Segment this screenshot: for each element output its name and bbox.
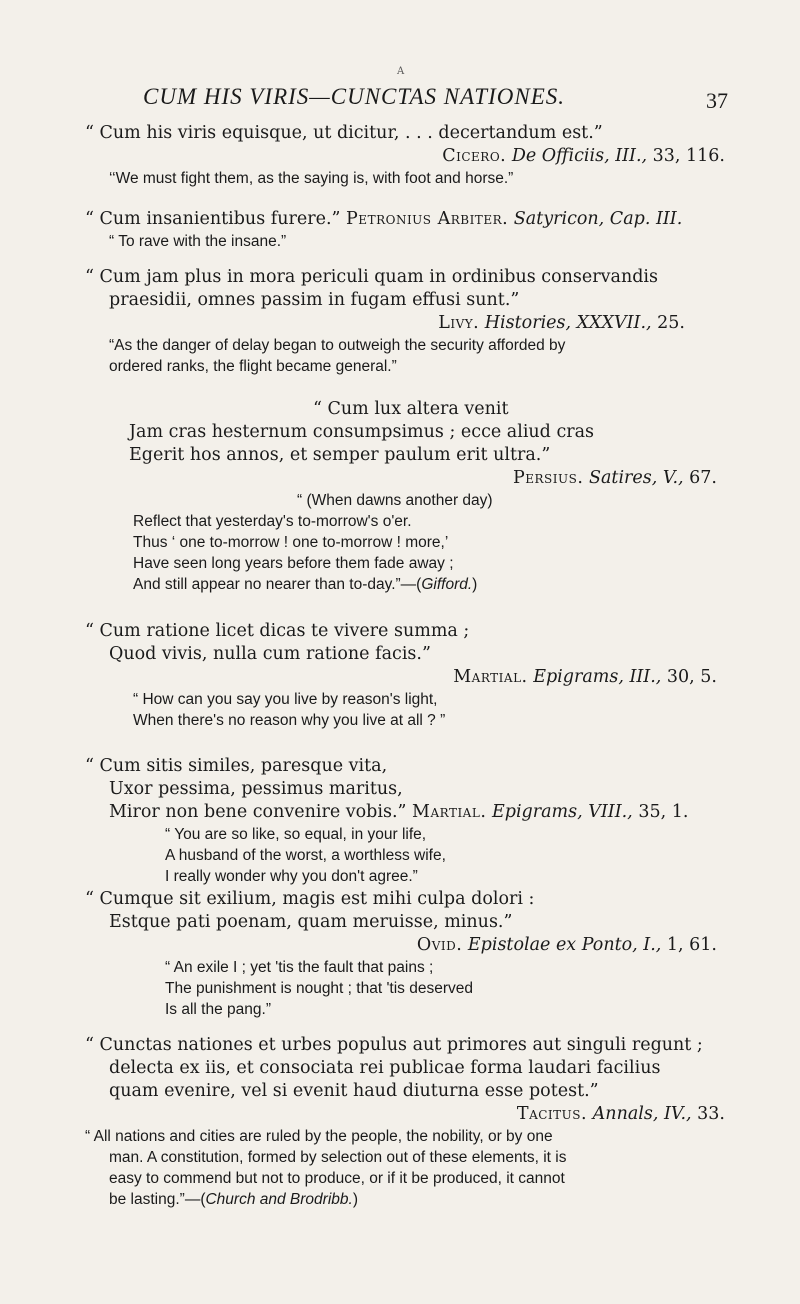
translation-line: “ How can you say you live by reason's light, — [133, 691, 438, 708]
translation-line: A husband of the worst, a worthless wife, — [165, 847, 446, 864]
translation-line: I really wonder why you don't agree.” — [165, 868, 418, 885]
reference: 35, 1. — [632, 802, 689, 822]
translation-line: ordered ranks, the flight became general.” — [109, 358, 397, 375]
work-title: Annals, IV., — [592, 1104, 692, 1124]
latin-line: Estque pati poenam, quam meruisse, minus.” — [109, 912, 513, 932]
work-title: De Officiis, III., — [511, 146, 648, 166]
quote-ovid — [85, 888, 725, 1020]
latin-line: delecta ex iis, et consociata rei publicae forma laudari facilius — [109, 1058, 661, 1078]
latin-line: praesidii, omnes passim in fugam effusi sunt.” — [109, 290, 520, 310]
translation-line: “As the danger of delay began to outweigh the security afforded by — [109, 337, 566, 354]
author: Martial. — [453, 667, 528, 687]
translation-verse — [85, 490, 725, 595]
author: Persius. — [512, 468, 584, 488]
translation-line: “ An exile I ; yet 'tis the fault that pains ; — [165, 959, 434, 976]
work-title: Epigrams, VIII., — [491, 802, 633, 822]
latin-line: “ Cum sitis similes, paresque vita, — [85, 756, 388, 776]
latin-line: “ Cum insanientibus furere.” Petronius Arbiter. Satyricon, Cap. III. — [85, 209, 683, 229]
translation-line: ‘‘We must fight them, as the saying is, with foot and horse.” — [109, 170, 514, 187]
latin-line: Jam cras hesternum consumpsimus ; ecce aliud cras — [129, 422, 595, 442]
translation-line: The punishment is nought ; that 'tis deserved — [165, 980, 473, 997]
latin-line: quam evenire, vel si evenit haud diuturna esse potest.” — [109, 1081, 599, 1101]
latin-line: “ Cunctas nationes et urbes populus aut primores aut singuli regunt ; — [85, 1035, 703, 1055]
reference: 33, 116. — [647, 146, 725, 166]
latin-line: Quod vivis, nulla cum ratione facis.” — [109, 644, 431, 664]
page-number: 37 — [706, 88, 728, 113]
latin-line: “ Cum lux altera venit — [313, 399, 509, 419]
quote-martial-1 — [85, 620, 725, 731]
translation-line: And still appear no nearer than to-day.”—(Gifford.) — [133, 576, 478, 593]
translation-line: man. A constitution, formed by selection out of these elements, it is — [109, 1149, 567, 1166]
author: Livy. — [438, 313, 480, 333]
author: Petronius Arbiter. — [346, 209, 509, 229]
translation-line: “ All nations and cities are ruled by the people, the nobility, or by one — [85, 1128, 553, 1145]
translation-line: be lasting.”—(Church and Brodribb.) — [109, 1191, 358, 1208]
reference: 1, 61. — [661, 935, 717, 955]
latin-line: Uxor pessima, pessimus maritus, — [109, 779, 403, 799]
reference: 25. — [651, 313, 685, 333]
translation-line: “ To rave with the insane.” — [109, 233, 287, 250]
translation-line: “ You are so like, so equal, in your life, — [165, 826, 427, 843]
printer-mark: A — [397, 66, 405, 77]
running-header — [0, 84, 800, 114]
citation — [85, 934, 725, 957]
reference: 67. — [683, 468, 717, 488]
latin-line: “ Cum ratione licet dicas te vivere summa ; — [85, 621, 470, 641]
reference: 30, 5. — [661, 667, 717, 687]
work-title: Histories, XXXVII., — [484, 313, 652, 333]
citation — [85, 467, 725, 490]
quote-martial-2 — [85, 755, 725, 887]
citation — [85, 145, 725, 168]
quote-cicero — [85, 122, 725, 189]
translation-line: easy to commend but not to produce, or if it be produced, it cannot — [109, 1170, 565, 1187]
translator: Church and Brodribb. — [205, 1191, 353, 1208]
quote-livy — [85, 266, 725, 377]
work-title: Epistolae ex Ponto, I., — [467, 935, 662, 955]
latin-line: “ Cumque sit exilium, magis est mihi culpa dolori : — [85, 889, 535, 909]
reference: 33. — [691, 1104, 725, 1124]
quote-tacitus — [85, 1034, 733, 1210]
quote-persius — [85, 398, 725, 595]
quote-petronius — [85, 208, 725, 252]
author: Cicero. — [442, 146, 507, 166]
translation-line: “ (When dawns another day) — [297, 492, 493, 509]
citation — [85, 666, 725, 689]
author: Tacitus. — [516, 1104, 588, 1124]
work-title: Satyricon, Cap. III. — [513, 209, 683, 229]
running-title: CUM HIS VIRIS—CUNCTAS NATIONES. — [143, 84, 565, 109]
translation-line: When there's no reason why you live at all ? ” — [133, 712, 446, 729]
work-title: Epigrams, III., — [533, 667, 662, 687]
latin-line: “ Cum jam plus in mora periculi quam in ordinibus conservandis — [85, 267, 658, 287]
translation-line: Thus ‘ one to-morrow ! one to-morrow ! more,’ — [133, 534, 449, 551]
translation-line: Is all the pang.” — [165, 1001, 271, 1018]
latin-line: Miror non bene convenire vobis.” Martial. Epigrams, VIII., 35, 1. — [109, 802, 689, 822]
translation-line: Have seen long years before them fade away ; — [133, 555, 454, 572]
latin-line: Egerit hos annos, et semper paulum erit ultra.” — [129, 445, 551, 465]
translator: Gifford. — [421, 576, 473, 593]
author: Ovid. — [416, 935, 463, 955]
latin-line: “ Cum his viris equisque, ut dicitur, . . . decertandum est.” — [85, 123, 603, 143]
citation — [85, 312, 725, 335]
author: Martial. — [412, 802, 487, 822]
translation-line: Reflect that yesterday's to-morrow's o'er. — [133, 513, 412, 530]
citation — [85, 1103, 733, 1126]
work-title: Satires, V., — [589, 468, 684, 488]
